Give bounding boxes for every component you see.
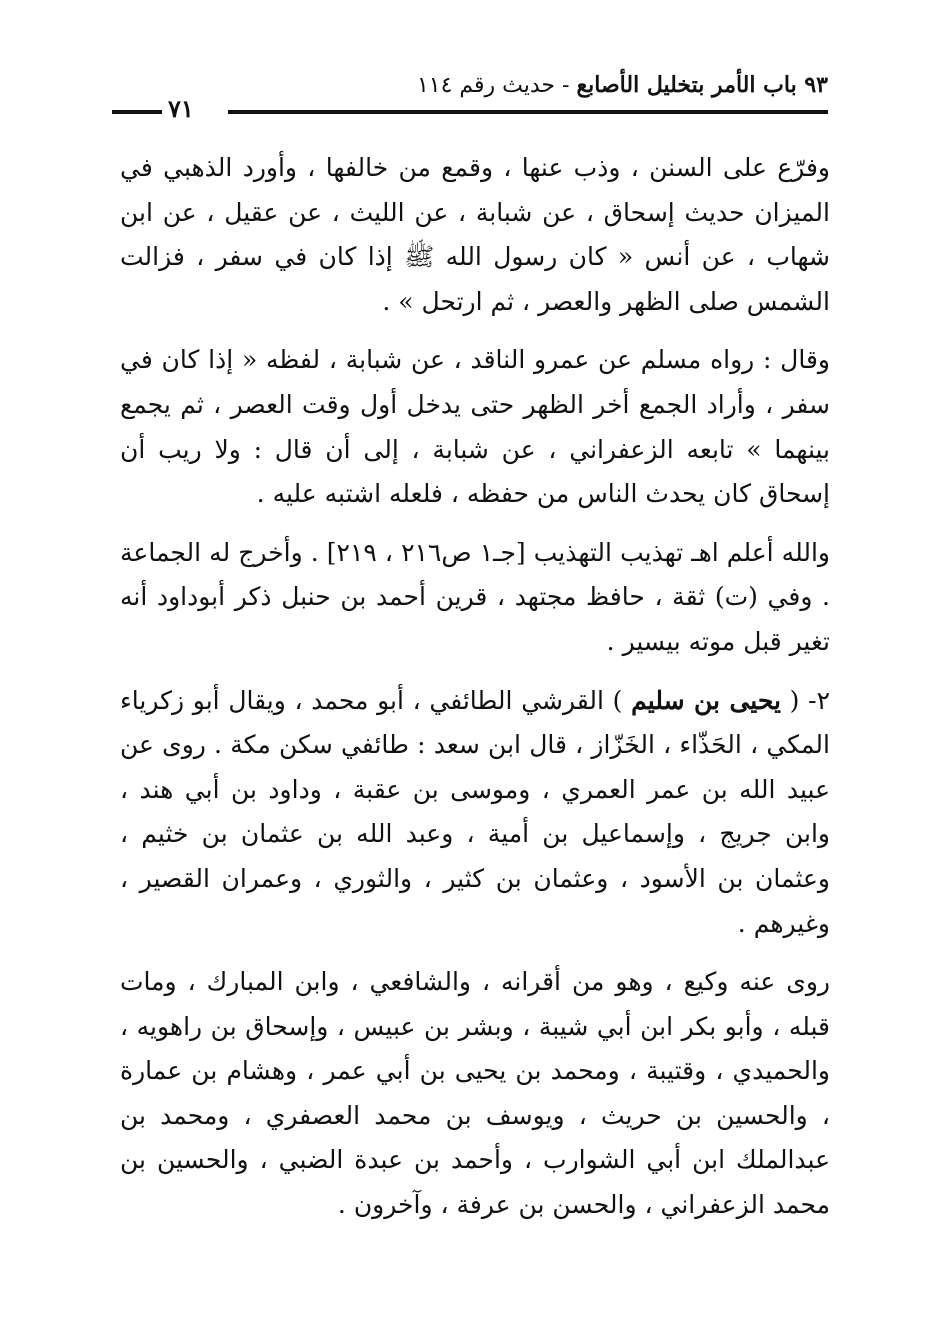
paragraph-4-narrator-entry xyxy=(120,679,830,947)
paragraph-1: وفرّع على السنن ، وذب عنها ، وقمع من خالفها ، وأورد الذهبي في الميزان حديث إسحاق ، عن شبابة ، عن الليث ، عن عقيل ، عن ابن شهاب ، عن أنس « كان رسول الله ﷺ إذا كان في سفر ، فزالت الشمس صلى الظهر والعصر ، ثم ارتحل » . xyxy=(120,153,830,316)
running-title xyxy=(417,72,828,98)
entry-number: ٢- ( xyxy=(780,685,830,715)
page-header xyxy=(112,72,828,132)
entry-text: ) القرشي الطائفي ، أبو محمد ، ويقال أبو زكرياء المكي ، الحَذّاء ، الخَزّاز ، قال ابن سعد : طائفي سكن مكة . روى عن عبيد الله بن عمر العمري ، وموسى بن عقبة ، وداود بن أبي هند ، وابن جريج ، وإسماعيل بن أمية ، وعبد الله بن عثمان بن خثيم ، وعثمان بن الأسود ، وعثمان بن كثير ، والثوري ، وعمران القصير ، وغيرهم . xyxy=(120,685,830,938)
narrator-name: يحيى بن سليم xyxy=(631,685,781,715)
paragraph-2: وقال : رواه مسلم عن عمرو الناقد ، عن شبابة ، لفظه « إذا كان في سفر ، وأراد الجمع أخر الظهر حتى يدخل أول وقت العصر ، ثم يجمع بينهما » تابعه الزعفراني ، عن شبابة ، إلى أن قال : ولا ريب أن إسحاق كان يحدث الناس من حفظه ، فلعله اشتبه عليه . xyxy=(120,345,830,509)
running-title-main: ٩٣ باب الأمر بتخليل الأصابع xyxy=(576,72,828,98)
body-text xyxy=(120,146,830,1242)
paragraph-3: والله أعلم اهـ تهذيب التهذيب [جـ١ ص٢١٦ ، ٢١٩] . وأخرج له الجماعة . وفي (ت) ثقة ، حافظ مجتهد ، قرين أحمد بن حنبل ذكر أبوداود أنه تغير قبل موته بيسير . xyxy=(120,537,830,656)
paragraph-5: روى عنه وكيع ، وهو من أقرانه ، والشافعي ، وابن المبارك ، ومات قبله ، وأبو بكر ابن أبي شيبة ، وبشر بن عبيس ، وإسحاق بن راهويه ، والحميدي ، وقتيبة ، ومحمد بن يحيى بن أبي عمر ، وهشام بن عمارة ، والحسين بن حريث ، ويوسف بن محمد العصفري ، ومحمد بن عبدالملك ابن أبي الشوارب ، وأحمد بن عبدة الضبي ، والحسين بن محمد الزعفراني ، والحسن بن عرفة ، وآخرون . xyxy=(120,967,830,1220)
page-number-dash xyxy=(112,110,162,114)
header-rule xyxy=(228,110,828,114)
running-title-hadith-number: - حديث رقم ١١٤ xyxy=(416,73,577,98)
page-number: ٧١ xyxy=(168,94,194,123)
